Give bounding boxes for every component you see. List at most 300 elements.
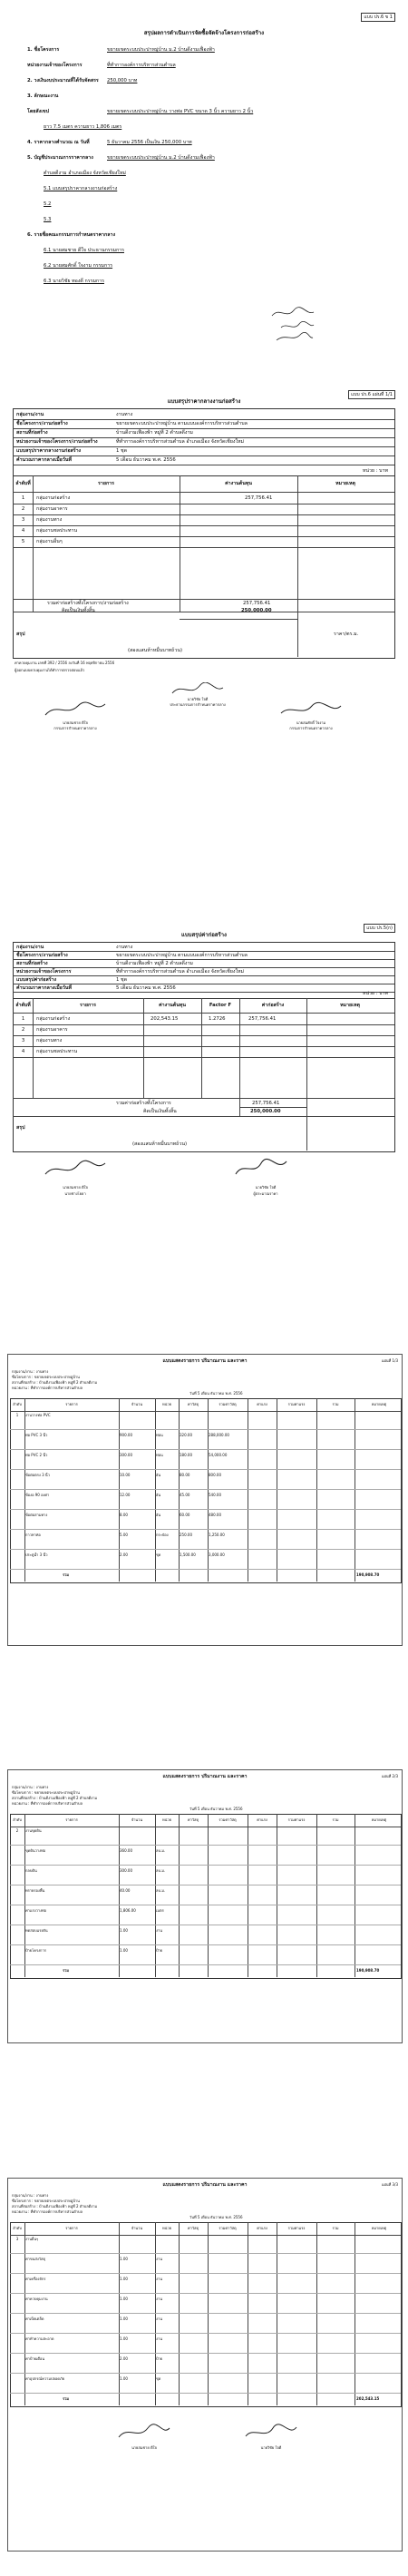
boq-header: ค่าแรง <box>257 2226 267 2230</box>
boq-header: จำนวน <box>131 2226 143 2230</box>
boq-cell: 1.00 <box>120 2316 128 2321</box>
item-label: 1. ชื่อโครงการ <box>27 47 60 53</box>
boq-cell: 1.00 <box>120 2297 128 2301</box>
boq-cell: งาน <box>156 2277 162 2281</box>
boq-header: จำนวน <box>131 1817 143 1822</box>
boq-header: รวมค่าแรง <box>287 2226 306 2230</box>
boq-cell: 3,000.00 <box>209 1552 225 1557</box>
item-value: 6.3 นายวิชัย ทองดี กรรมการ <box>44 279 104 284</box>
sheet-meta: ชื่อโครงการ : ขยายเขตระบบประปาหมู่บ้าน <box>12 2199 80 2203</box>
item-no: 3 <box>21 517 25 523</box>
table-row-divider <box>13 547 394 548</box>
boq-header: รวมค่าวัสดุ <box>219 1817 237 1822</box>
boq-header: หน่วย <box>162 2226 171 2230</box>
boq-cell: ข้อต่อสามทาง <box>25 1513 48 1517</box>
item-desc: กลุ่มงานชลประทาน <box>36 528 78 534</box>
boq-cell: 900.00 <box>120 1433 132 1437</box>
boq-cell: 10.00 <box>120 1473 131 1477</box>
info-value: 5 เดือน ธันวาคม พ.ศ. 2556 <box>116 985 176 991</box>
sheet-date: วันที่ 5 เดือน ธันวาคม พ.ศ. 2556 <box>189 1807 243 1811</box>
item-no: 1 <box>21 1016 25 1022</box>
col-total: ค่าก่อสร้าง <box>261 1003 285 1008</box>
info-value: งานทาง <box>116 945 133 950</box>
info-value: ที่ทำการองค์การบริหารส่วนตำบล อำเภอเมือง จังหวัดเชียงใหม่ <box>116 439 245 445</box>
boq-cell: ลบ.ม. <box>156 1868 166 1873</box>
summary-label: สรุป <box>16 632 25 637</box>
info-value: บ้านดีงามเฟื่องฟ้า หมู่ที่ 2 ตำบลดีงาม <box>116 430 193 436</box>
boq-header: หน่วย <box>162 1817 171 1822</box>
sig-right-name: นายวิชัย ใจดี <box>260 2445 282 2450</box>
boq-row-divider <box>10 1509 401 1510</box>
boq-cell: ป้าย <box>156 2356 163 2361</box>
total-label: รวมค่าก่อสร้างทั้งโครงการ/งานก่อสร้าง <box>47 601 129 606</box>
boq-cell: 1.00 <box>120 1928 128 1933</box>
info-label: หน่วยงานเจ้าของโครงการ <box>16 969 72 975</box>
boq-cell: 2.00 <box>120 2356 128 2361</box>
boq-header: หมายเหตุ <box>371 1817 387 1822</box>
col-no: ลำดับที่ <box>15 1003 31 1008</box>
boq-cell: 2 <box>15 1828 19 1833</box>
boq-cell: ค่าเบ็ดเตล็ด <box>25 2316 44 2321</box>
sheet-meta: กลุ่มงาน/งาน : งานทาง <box>12 1369 49 1374</box>
info-value: งานทาง <box>116 412 133 417</box>
signature-2 <box>279 320 316 331</box>
table-row-divider <box>13 1024 394 1025</box>
item-total: 257,756.41 <box>248 1016 277 1022</box>
col-no: ลำดับที่ <box>15 481 31 486</box>
col-divider <box>119 1814 120 1977</box>
boq-total-label: รวม <box>63 2396 70 2401</box>
item-value: 6.1 นายสมชาย ดีใจ ประธานกรรมการ <box>44 248 124 253</box>
form-tag: แบบ ปร.6 ข 1 <box>361 13 395 22</box>
item-label: โดยสังเขป <box>27 109 50 114</box>
item-no: 3 <box>21 1038 25 1043</box>
boq-sheet-1 <box>7 1354 403 1646</box>
form-tag: แบบ ปร.5(ก) <box>364 924 395 933</box>
boq-cell: 1.00 <box>120 2376 128 2381</box>
sheet-title: แบบแสดงรายการ ปริมาณงาน และราคา <box>162 1358 248 1364</box>
form-tag: แบบ ปร.6 แผ่นที่ 1/1 <box>348 390 395 399</box>
info-label: คำนวณราคากลางเมื่อวันที่ <box>16 457 72 463</box>
boq-cell: 5.00 <box>120 1533 128 1537</box>
col-divider <box>316 2222 317 2405</box>
boq-cell: 1,250.00 <box>209 1533 225 1537</box>
boq-header: หมายเหตุ <box>371 1402 387 1406</box>
boq-row-divider <box>10 1489 401 1490</box>
sheet-title: แบบแสดงรายการ ปริมาณงาน และราคา <box>162 1774 248 1779</box>
sheet-date: วันที่ 5 เดือน ธันวาคม พ.ศ. 2556 <box>189 2215 243 2219</box>
sig-left-name: นายสมชาย ดีใจ <box>63 720 88 725</box>
boq-cell: งาน <box>156 1928 162 1933</box>
item-value: 5.1 แบบสรุปราคากลางงานก่อสร้าง <box>44 186 118 191</box>
info-value: ขยายเขตระบบประปาหมู่บ้าน ตามแบบองค์การบริหารส่วนตำบล <box>116 953 248 958</box>
boq-header: รายการ <box>65 1402 78 1406</box>
boq-row-divider <box>10 1429 401 1430</box>
col-factor: Factor F <box>209 1003 232 1008</box>
boq-cell: 180.00 <box>180 1453 192 1457</box>
boq-header: รวมค่าแรง <box>287 1402 306 1406</box>
info-row-divider <box>13 428 394 429</box>
boq-cell: ค่าควบคุมงาน <box>25 2297 48 2301</box>
boq-cell: 1,500.00 <box>180 1552 196 1557</box>
boq-row-divider <box>10 2253 401 2254</box>
boq-cell: 1 <box>15 1413 19 1417</box>
boq-cell: ลบ.ม. <box>156 1888 166 1893</box>
col-divider <box>24 1814 25 1977</box>
boq-cell: กระป๋อง <box>156 1533 169 1537</box>
sheet-meta: หน่วยงาน : ที่ทำการองค์การบริหารส่วนตำบล <box>12 1801 83 1806</box>
info-row-divider <box>13 992 394 993</box>
boq-cell: อัน <box>156 1513 161 1517</box>
signature-main <box>170 682 225 697</box>
summary-label: สรุป <box>16 1125 25 1131</box>
boq-header: รวมค่าวัสดุ <box>219 2226 237 2230</box>
info-value: ขยายเขตระบบประปาหมู่บ้าน ตามแบบองค์การบริหารส่วนตำบล <box>116 421 248 426</box>
signature-left <box>117 2424 171 2442</box>
boq-row-divider <box>10 2293 401 2294</box>
boq-header: จำนวน <box>131 1402 143 1406</box>
boq-cell: 60.00 <box>180 1513 190 1517</box>
sig-right-role: กรรมการกำหนดราคากลาง <box>289 726 333 730</box>
boq-cell: 480.00 <box>209 1513 221 1517</box>
item-value: 250,000 บาท <box>107 78 138 83</box>
table-row-divider <box>13 536 394 537</box>
page-title: แบบสรุปราคากลางงานก่อสร้าง <box>167 398 241 405</box>
boq-row-divider <box>10 1964 401 1965</box>
sheet-meta: สถานที่ก่อสร้าง : บ้านดีงามเฟื่องฟ้า หมู่ที่ 2 ตำบลดีงาม <box>12 1380 98 1385</box>
boq-cell: 360.00 <box>120 1848 132 1853</box>
item-desc: กลุ่มงานก่อสร้าง <box>36 495 71 501</box>
final-label: คิดเป็นเงินทั้งสิ้น <box>62 608 95 613</box>
info-label: หน่วยงานเจ้าของโครงการ/งานก่อสร้าง <box>16 439 98 445</box>
item-desc: กลุ่มงานอาคาร <box>36 1027 68 1033</box>
item-value: ขยายเขตระบบประปาหมู่บ้าน วางท่อ PVC ขนาด 3 นิ้ว ความยาว 2 นิ้ว <box>107 109 254 114</box>
boq-cell: งาน <box>156 2316 162 2321</box>
col-divider <box>179 2222 180 2405</box>
info-label: แบบสรุปราคากลางงานก่อสร้าง <box>16 448 82 454</box>
boq-cell: 300.00 <box>120 1453 132 1457</box>
boq-header: รายการ <box>65 1817 78 1822</box>
table-row-divider <box>13 525 394 526</box>
boq-cell: ขุดดินวางท่อ <box>25 1848 46 1853</box>
boq-row-divider <box>10 2333 401 2334</box>
item-value: ที่ทำการองค์การบริหารส่วนตำบล <box>107 63 176 68</box>
boq-cell: 300.00 <box>120 1868 132 1873</box>
sheet-number: แผ่นที่ 2/3 <box>381 1774 398 1778</box>
amount-in-words: (สองแสนห้าหมื่นบาทถ้วน) <box>131 1141 188 1147</box>
sheet-meta: หน่วยงาน : ที่ทำการองค์การบริหารส่วนตำบล <box>12 2209 83 2214</box>
final-value: 250,000.00 <box>241 608 272 613</box>
item-value: ขยายเขตระบบประปาหมู่บ้าน ม.2 บ้านดีงามเฟื่องฟ้า <box>107 47 215 53</box>
boq-header: หมายเหตุ <box>371 2226 387 2230</box>
boq-header: ค่าวัสดุ <box>187 2226 199 2230</box>
boq-cell: 40.00 <box>120 1888 131 1893</box>
boq-cell: ประตูน้ำ 3 นิ้ว <box>25 1552 48 1557</box>
boq-row-divider <box>10 2273 401 2274</box>
table-row-divider <box>13 1035 394 1036</box>
boq-row-divider <box>10 1944 401 1945</box>
item-desc: กลุ่มงานทาง <box>36 517 63 523</box>
total-label: รวมค่าก่อสร้างทั้งโครงการ <box>116 1101 171 1106</box>
signature-3 <box>275 332 316 343</box>
boq-header: ลำดับ <box>13 1817 22 1822</box>
boq-cell: 1.00 <box>120 2277 128 2281</box>
item-desc: กลุ่มงานชลประทาน <box>36 1049 78 1054</box>
page-title: สรุปผลการดำเนินการจัดซื้อจัดจ้างโครงการก่อสร้าง <box>143 30 265 36</box>
boq-total-label: รวม <box>63 1968 70 1973</box>
table-row-divider <box>13 1057 394 1058</box>
table-row-divider <box>13 514 394 515</box>
boq-cell: ท่อน <box>156 1433 163 1437</box>
boq-cell: ทดสอบแรงดัน <box>25 1928 48 1933</box>
signature-left <box>44 1160 107 1180</box>
boq-cell: กาวทาท่อ <box>25 1533 41 1537</box>
boq-cell: 250.00 <box>180 1533 192 1537</box>
sig-left-name: นายสมชาย ดีใจ <box>131 2445 157 2450</box>
item-value: ตำบลดีงาม อำเภอเมือง จังหวัดเชียงใหม่ <box>44 171 126 176</box>
col-desc: รายการ <box>80 1003 96 1008</box>
boq-row-divider <box>10 1529 401 1530</box>
boq-sheet-2 <box>7 1769 403 2043</box>
sig-right-name: นายวิชัย ใจดี <box>255 1185 277 1190</box>
info-row-divider <box>13 437 394 438</box>
boq-row-divider <box>10 2373 401 2374</box>
sheet-meta: สถานที่ก่อสร้าง : บ้านดีงามเฟื่องฟ้า หมู่ที่ 2 ตำบลดีงาม <box>12 2204 98 2209</box>
boq-cell: ทรายรองพื้น <box>25 1888 45 1893</box>
item-desc: กลุ่มงานทาง <box>36 1038 63 1043</box>
item-label: 2. วงเงินงบประมาณที่ได้รับจัดสรร <box>27 78 99 83</box>
boq-header: ค่าแรง <box>257 1402 267 1406</box>
item-no: 5 <box>21 539 25 544</box>
page-3-cost-summary <box>7 918 401 1209</box>
page-1-summary-form <box>7 7 401 352</box>
boq-header: รวม <box>332 2226 339 2230</box>
boq-cell: 1.00 <box>120 2257 128 2261</box>
item-no: 2 <box>21 1027 25 1033</box>
boq-cell: 800.00 <box>209 1473 221 1477</box>
sheet-meta: กลุ่มงาน/งาน : งานทาง <box>12 2193 49 2198</box>
signature-right <box>279 700 343 719</box>
boq-header: ลำดับ <box>13 1402 22 1406</box>
sig-right-name: นายสมศักดิ์ ใจงาม <box>296 720 326 725</box>
boq-cell: 8.00 <box>120 1513 128 1517</box>
boq-row-divider <box>10 1845 401 1846</box>
unit-label: หน่วย : บาท <box>362 468 388 474</box>
info-value: 1 ชุด <box>116 977 128 983</box>
boq-header: ค่าวัสดุ <box>187 1402 199 1406</box>
item-label: หน่วยงานเจ้าของโครงการ <box>27 63 83 68</box>
unit-label: หน่วย : บาท <box>362 991 388 996</box>
cost-table <box>13 998 395 1152</box>
signature-left <box>44 700 107 719</box>
item-value: 5.2 <box>44 201 52 207</box>
info-label: กลุ่มงาน/งาน <box>16 945 44 950</box>
table-row-divider <box>13 1046 394 1047</box>
boq-row-divider <box>10 1865 401 1866</box>
col-divider <box>316 1814 317 1977</box>
boq-cell: งาน <box>156 2336 162 2341</box>
final-value: 250,000.00 <box>250 1109 281 1114</box>
boq-cell: ค่าแรงวางท่อ <box>25 1908 47 1913</box>
info-row-divider <box>13 455 394 456</box>
boq-header: หน่วย <box>162 1402 171 1406</box>
boq-cell: ท่อ PVC 2 นิ้ว <box>25 1453 48 1457</box>
item-value: 5 ธันวาคม 2556 เป็นเงิน 250,000 บาท <box>107 140 192 145</box>
boq-total-value: 202,543.15 <box>356 2396 380 2401</box>
sig-main-role: ประธานกรรมการกำหนดราคากลาง <box>170 702 226 707</box>
item-value: ยาว 7.5 เมตร ความยาว 1,806 เมตร <box>44 124 122 130</box>
boq-cell: ชุด <box>156 1552 161 1557</box>
sig-left-role: นายช่างโยธา <box>64 1191 86 1196</box>
item-factor: 1.2726 <box>209 1016 226 1022</box>
boq-cell: 80.00 <box>180 1473 190 1477</box>
col-divider <box>316 1398 317 1582</box>
sig-main-name: นายวิชัย ใจดี <box>187 697 209 701</box>
item-value: ขยายเขตระบบประปาหมู่บ้าน ม.2 บ้านดีงามเฟื่องฟ้า <box>107 155 215 161</box>
info-value: 1 ชุด <box>116 448 128 454</box>
header-divider <box>10 1411 401 1412</box>
item-desc: กลุ่มงานอาคาร <box>36 506 68 512</box>
item-cost: 257,756.41 <box>245 495 273 501</box>
boq-row-divider <box>10 1449 401 1450</box>
info-row-divider <box>13 959 394 960</box>
boq-cell: ค่าป้ายเตือน <box>25 2356 45 2361</box>
boq-row-divider <box>10 2313 401 2314</box>
signature-right <box>234 1158 288 1178</box>
boq-cell: ค่าอุปกรณ์ความปลอดภัย <box>25 2376 64 2381</box>
boq-cell: งาน <box>156 2297 162 2301</box>
boq-cell: ค่าขนส่งวัสดุ <box>25 2257 46 2261</box>
page-title: แบบสรุปค่าก่อสร้าง <box>181 932 227 938</box>
boq-row-divider <box>10 1569 401 1570</box>
sheet-number: แผ่นที่ 3/3 <box>381 2182 398 2187</box>
per-unit-label: ราคา/ตร.ม. <box>334 632 359 637</box>
boq-cell: 1.00 <box>120 2336 128 2341</box>
boq-cell: งานอื่นๆ <box>25 2237 39 2241</box>
boq-header: รวม <box>332 1402 339 1406</box>
boq-cell: งานขุดดิน <box>25 1828 42 1833</box>
item-no: 1 <box>21 495 25 501</box>
boq-header: รวมค่าวัสดุ <box>219 1402 237 1406</box>
sheet-meta: หน่วยงาน : ที่ทำการองค์การบริหารส่วนตำบล <box>12 1386 83 1390</box>
item-cost: 202,543.15 <box>151 1016 179 1022</box>
col-divider <box>179 1814 180 1977</box>
boq-header: รวม <box>332 1817 339 1822</box>
col-desc: รายการ <box>98 481 114 486</box>
boq-cell: 1.00 <box>120 1948 128 1953</box>
info-row-divider <box>13 446 394 447</box>
boq-cell: ป้ายโครงการ <box>25 1948 46 1953</box>
boq-header: ค่าวัสดุ <box>187 1817 199 1822</box>
sig-left-name: นายสมชาย ดีใจ <box>63 1185 88 1190</box>
boq-cell: ข้องอ 90 องศา <box>25 1493 50 1497</box>
note-1: ค่าควบคุมงาน เลขที่ 392 / 2556 ลงวันที่ 16 พฤศจิกายน 2556 <box>15 661 115 665</box>
boq-cell: ท่อน <box>156 1453 163 1457</box>
info-label: สถานที่ก่อสร้าง <box>16 430 48 436</box>
sheet-date: วันที่ 5 เดือน ธันวาคม พ.ศ. 2556 <box>189 1391 243 1396</box>
info-label: กลุ่มงาน/งาน <box>16 412 44 417</box>
info-row-divider <box>13 975 394 976</box>
boq-cell: 320.00 <box>180 1433 192 1437</box>
boq-cell: ค่าเครื่องจักร <box>25 2277 46 2281</box>
col-note: หมายเหตุ <box>340 1003 360 1008</box>
page-2-price-summary <box>7 381 401 739</box>
boq-cell: ท่อ PVC 3 นิ้ว <box>25 1433 48 1437</box>
col-divider <box>155 1814 156 1977</box>
info-value: บ้านดีงามเฟื่องฟ้า หมู่ที่ 2 ตำบลดีงาม <box>116 961 193 966</box>
boq-cell: 54,000.00 <box>209 1453 228 1457</box>
boq-header: ลำดับ <box>13 2226 22 2230</box>
boq-row-divider <box>10 1469 401 1470</box>
boq-cell: ชุด <box>156 2376 161 2381</box>
boq-total-value: 190,908.70 <box>356 1968 380 1973</box>
item-no: 4 <box>21 528 25 534</box>
boq-total-value: 190,908.70 <box>356 1572 380 1577</box>
item-label: 4. ราคากลางคำนวณ ณ วันที่ <box>27 140 90 145</box>
boq-cell: ป้าย <box>156 1948 163 1953</box>
boq-cell: 45.00 <box>180 1493 190 1497</box>
sheet-meta: สถานที่ก่อสร้าง : บ้านดีงามเฟื่องฟ้า หมู่ที่ 2 ตำบลดีงาม <box>12 1796 98 1800</box>
sheet-meta: กลุ่มงาน/งาน : งานทาง <box>12 1785 49 1789</box>
boq-cell: ลบ.ม. <box>156 1848 166 1853</box>
boq-row-divider <box>10 2353 401 2354</box>
item-label: 3. ลักษณะงาน <box>27 93 59 99</box>
col-note: หมายเหตุ <box>335 481 355 486</box>
info-label: ชื่อโครงการ/งานก่อสร้าง <box>16 953 68 958</box>
item-desc: กลุ่มงานอื่นๆ <box>36 539 63 544</box>
info-row-divider <box>13 419 394 420</box>
note-2: ผู้ออกแบบควบคุมงานได้ทำการตรวจสอบแล้ว <box>15 668 85 672</box>
boq-table <box>10 1814 402 1979</box>
boq-cell: 12.00 <box>120 1493 131 1497</box>
info-row-divider <box>13 951 394 952</box>
boq-cell: 1,806.00 <box>120 1908 136 1913</box>
col-cost: ค่างานต้นทุน <box>159 1003 186 1008</box>
boq-cell: งาน <box>156 2257 162 2261</box>
boq-cell: อัน <box>156 1473 161 1477</box>
boq-cell: อัน <box>156 1493 161 1497</box>
info-value: 5 เดือน ธันวาคม พ.ศ. 2556 <box>116 457 176 463</box>
sheet-meta: ชื่อโครงการ : ขยายเขตระบบประปาหมู่บ้าน <box>12 1790 80 1795</box>
info-label: สถานที่ก่อสร้าง <box>16 961 48 966</box>
signature-right <box>244 2424 298 2442</box>
info-label: ชื่อโครงการ/งานก่อสร้าง <box>16 421 68 426</box>
boq-cell: ค่าทำความสะอาด <box>25 2336 54 2341</box>
item-value: 6.2 นายสมศักดิ์ ใจงาม กรรมการ <box>44 263 113 269</box>
sig-right-role: ผู้ประมาณราคา <box>253 1191 278 1196</box>
signature-1 <box>270 307 316 319</box>
info-value: ที่ทำการองค์การบริหารส่วนตำบล อำเภอเมือง จังหวัดเชียงใหม่ <box>116 969 245 975</box>
info-row-divider <box>13 967 394 968</box>
boq-cell: 3 <box>15 2237 19 2241</box>
boq-header: รวมค่าแรง <box>287 1817 306 1822</box>
boq-cell: 540.00 <box>209 1493 221 1497</box>
total-value: 257,756.41 <box>243 601 271 606</box>
col-divider <box>208 1814 209 1977</box>
info-label: แบบสรุปค่าก่อสร้าง <box>16 977 57 983</box>
total-value: 257,756.41 <box>252 1101 280 1106</box>
item-label: 6. รายชื่อคณะกรรมการกำหนดราคากลาง <box>27 232 116 238</box>
item-label: 5. บัญชีประมาณการราคากลาง <box>27 155 93 161</box>
item-value: 5.3 <box>44 217 52 222</box>
final-label: คิดเป็นเงินทั้งสิ้น <box>143 1109 177 1114</box>
boq-total-label: รวม <box>63 1572 70 1577</box>
amount-in-words: (สองแสนห้าหมื่นบาทถ้วน) <box>127 648 183 653</box>
boq-cell: ข้อต่อตรง 3 นิ้ว <box>25 1473 50 1477</box>
col-divider <box>208 2222 209 2405</box>
sheet-title: แบบแสดงรายการ ปริมาณงาน และราคา <box>162 2182 248 2188</box>
boq-sheet-3 <box>7 2178 403 2552</box>
